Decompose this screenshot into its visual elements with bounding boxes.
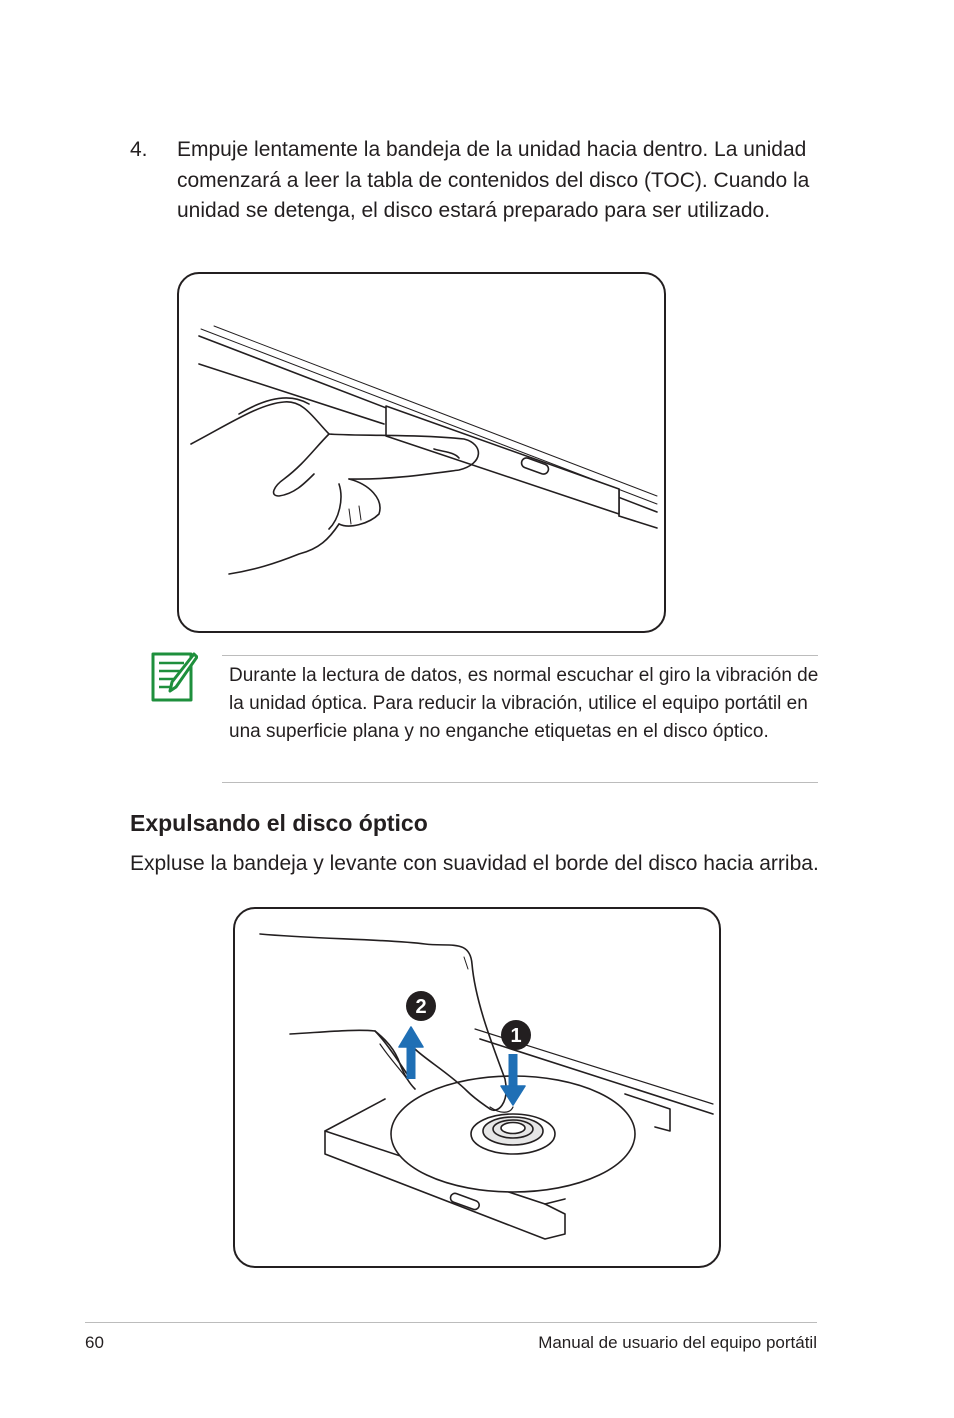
push-tray-illustration: [179, 274, 666, 633]
section-body: Expluse la bandeja y levante con suavidad el borde del disco hacia arriba.: [130, 852, 819, 875]
footer-rule: [85, 1322, 817, 1323]
figure-push-tray: [177, 272, 666, 633]
figure-eject-disc: [233, 907, 721, 1268]
section-title: Expulsando el disco óptico: [130, 810, 428, 836]
eject-disc-illustration: [235, 909, 721, 1268]
step-text: Empuje lentamente la bandeja de la unidad hacia dentro. La unidad comenzará a leer la tabla de contenidos del disco (TOC). Cuando la unidad se detenga, el disco estará preparado para ser utilizado.: [177, 138, 810, 222]
note-pencil-icon: [150, 649, 198, 703]
step-number: 4.: [130, 138, 148, 161]
svg-text:1: 1: [510, 1025, 522, 1047]
svg-text:2: 2: [415, 996, 427, 1018]
footer-title: Manual de usuario del equipo portátil: [538, 1333, 817, 1352]
marker-1: [501, 1020, 531, 1050]
marker-2: [406, 991, 436, 1021]
page-number: 60: [85, 1333, 104, 1352]
note-bottom-rule: [222, 782, 818, 783]
note-top-rule: [222, 655, 818, 656]
note-text: Durante la lectura de datos, es normal escuchar el giro la vibración de la unidad óptica. Para reducir la vibración, utilice el equipo portátil en una superficie plana y no enganche etiquetas en el disco óptico.: [229, 665, 819, 742]
